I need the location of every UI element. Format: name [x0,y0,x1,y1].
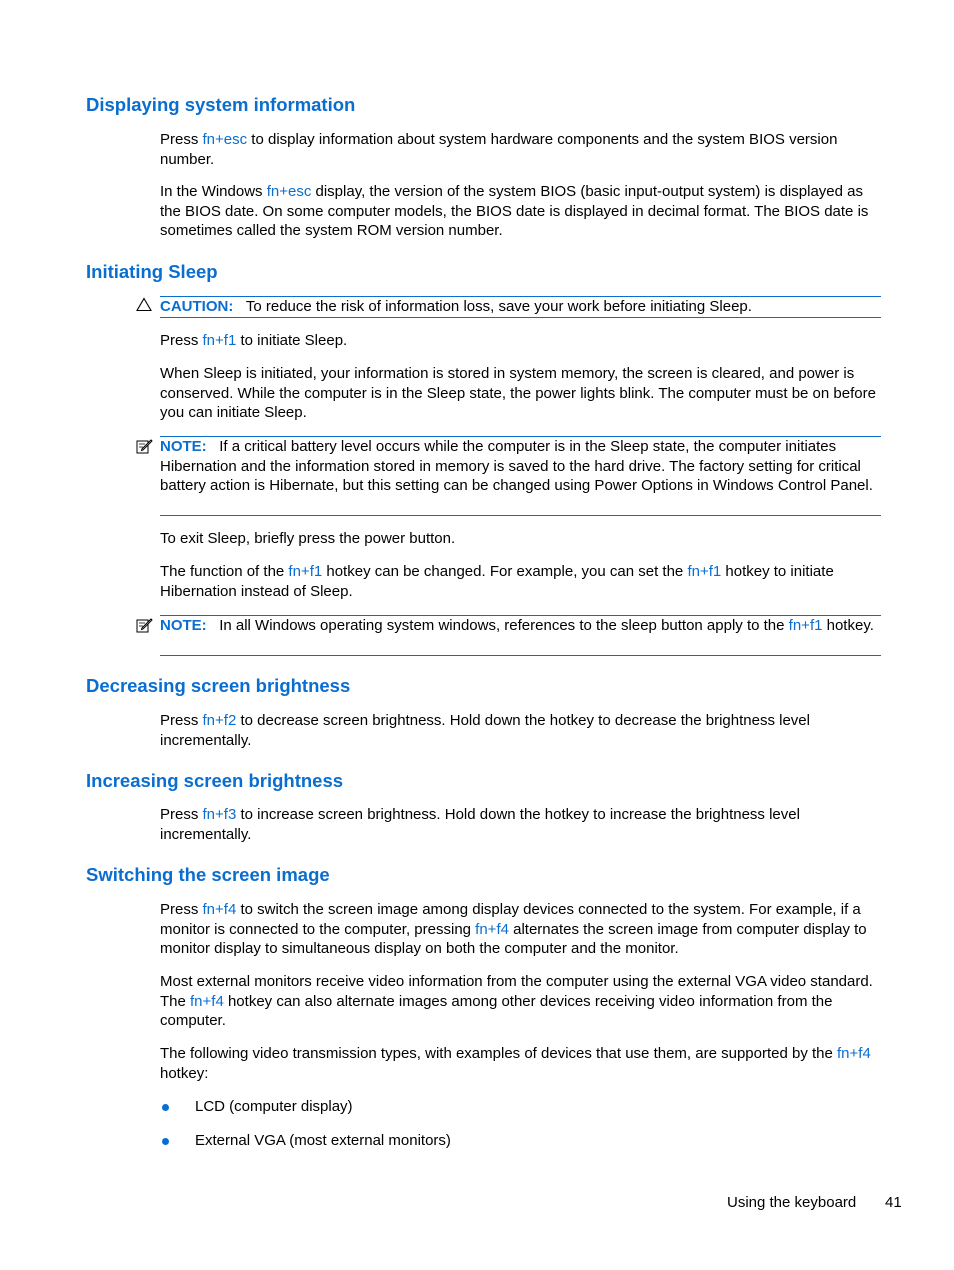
paragraph [160,805,882,844]
hotkey: fn+f4 [837,1045,871,1062]
text: hotkey. [822,617,874,634]
caution-label: CAUTION: [160,298,234,315]
paragraph [160,331,882,351]
text: If a critical battery level occurs while the computer is in the Sleep state, the computer initiates Hibernation and the information stored in memory is saved to the hard drive. The factory setting for critical battery action is Hibernate, but this setting can be changed using Power Options in Windows Control Panel. [160,438,873,494]
paragraph: To exit Sleep, briefly press the power button. [160,530,456,547]
paragraph: When Sleep is initiated, your information is stored in system memory, the screen is cleared, and power is conserved. While the computer is in the Sleep state, the power lights blink. The computer must be on before you can initiate Sleep. [160,365,876,421]
caution-box [160,296,881,318]
paragraph [160,562,882,601]
hotkey: fn+f4 [202,901,237,918]
paragraph [160,182,882,241]
hotkey: fn+f1 [288,563,323,580]
text: In the Windows [160,183,267,200]
text: Press [160,806,203,823]
text: To reduce the risk of information loss, save your work before initiating Sleep. [245,298,752,315]
note-text [160,616,881,636]
caution-triangle-icon [136,297,152,318]
hotkey: fn+esc [266,183,312,200]
paragraph [160,130,882,169]
heading-decreasing-screen-brightness: Decreasing screen brightness [86,675,351,696]
hotkey: fn+f2 [202,712,237,729]
text: In all Windows operating system windows, references to the sleep button apply to the [219,617,789,634]
paragraph [160,900,882,959]
paragraph [160,711,882,750]
bullet-dot-icon [162,1104,169,1111]
hotkey: fn+f1 [202,332,237,349]
paragraph [160,972,882,1031]
note-text [160,437,881,496]
text: Most external monitors receive video information from the computer using the external VGA video standard. The [160,973,873,1010]
heading-displaying-system-information: Displaying system information [86,94,356,115]
text: The following video transmission types, with examples of devices that use them, are supported by the [160,1045,838,1062]
text: Press [160,901,203,918]
text: to decrease screen brightness. Hold down the hotkey to decrease the brightness level incrementally. [160,712,810,749]
heading-increasing-screen-brightness: Increasing screen brightness [86,770,344,791]
note-pencil-icon [136,438,153,461]
hotkey: fn+f4 [190,992,224,1010]
hotkey: fn+f1 [687,563,722,580]
text: to switch the screen image among display devices connected to the system. For example, if a monitor is connected to the computer, pressing [160,901,861,938]
text: hotkey: [160,1064,209,1082]
footer-section-title: Using the keyboard [727,1194,857,1211]
heading-switching-the-screen-image: Switching the screen image [86,864,330,885]
note-label: NOTE: [160,617,207,634]
note-box [160,436,881,516]
hotkey: fn+esc [202,131,248,148]
text: hotkey can also alternate images among other devices receiving video information from the computer. [160,992,833,1029]
paragraph [160,1044,882,1083]
hotkey: fn+f1 [788,617,823,634]
bullet-dot-icon [162,1138,169,1145]
text: Press [160,712,203,729]
text: hotkey can be changed. For example, you can set the [322,563,688,580]
text: The function of the [160,563,289,580]
caution-text [160,297,881,317]
list-item: External VGA (most external monitors) [195,1132,451,1149]
text: Press [160,131,203,148]
hotkey: fn+f3 [202,806,237,823]
text: display, the version of the system BIOS (basic input-output system) is displayed as the BIOS date. On some computer models, the BIOS date is displayed in decimal format. The BIOS date is sometimes called the system ROM version number. [160,183,869,239]
note-box [160,615,881,656]
note-pencil-icon [136,617,153,640]
heading-initiating-sleep: Initiating Sleep [86,261,218,282]
text: to initiate Sleep. [236,332,348,349]
page-number: 41 [885,1194,902,1211]
text: alternates the screen image from computer display to monitor display to simultaneous display on both the computer and the monitor. [160,920,867,957]
text: to display information about system hardware components and the system BIOS version number. [160,131,838,168]
text: to increase screen brightness. Hold down the hotkey to increase the brightness level incrementally. [160,806,800,843]
hotkey: fn+f4 [475,920,509,938]
text: hotkey to initiate Hibernation instead of Sleep. [160,563,834,600]
list-item: LCD (computer display) [195,1098,353,1115]
text: Press [160,332,203,349]
note-label: NOTE: [160,438,207,455]
